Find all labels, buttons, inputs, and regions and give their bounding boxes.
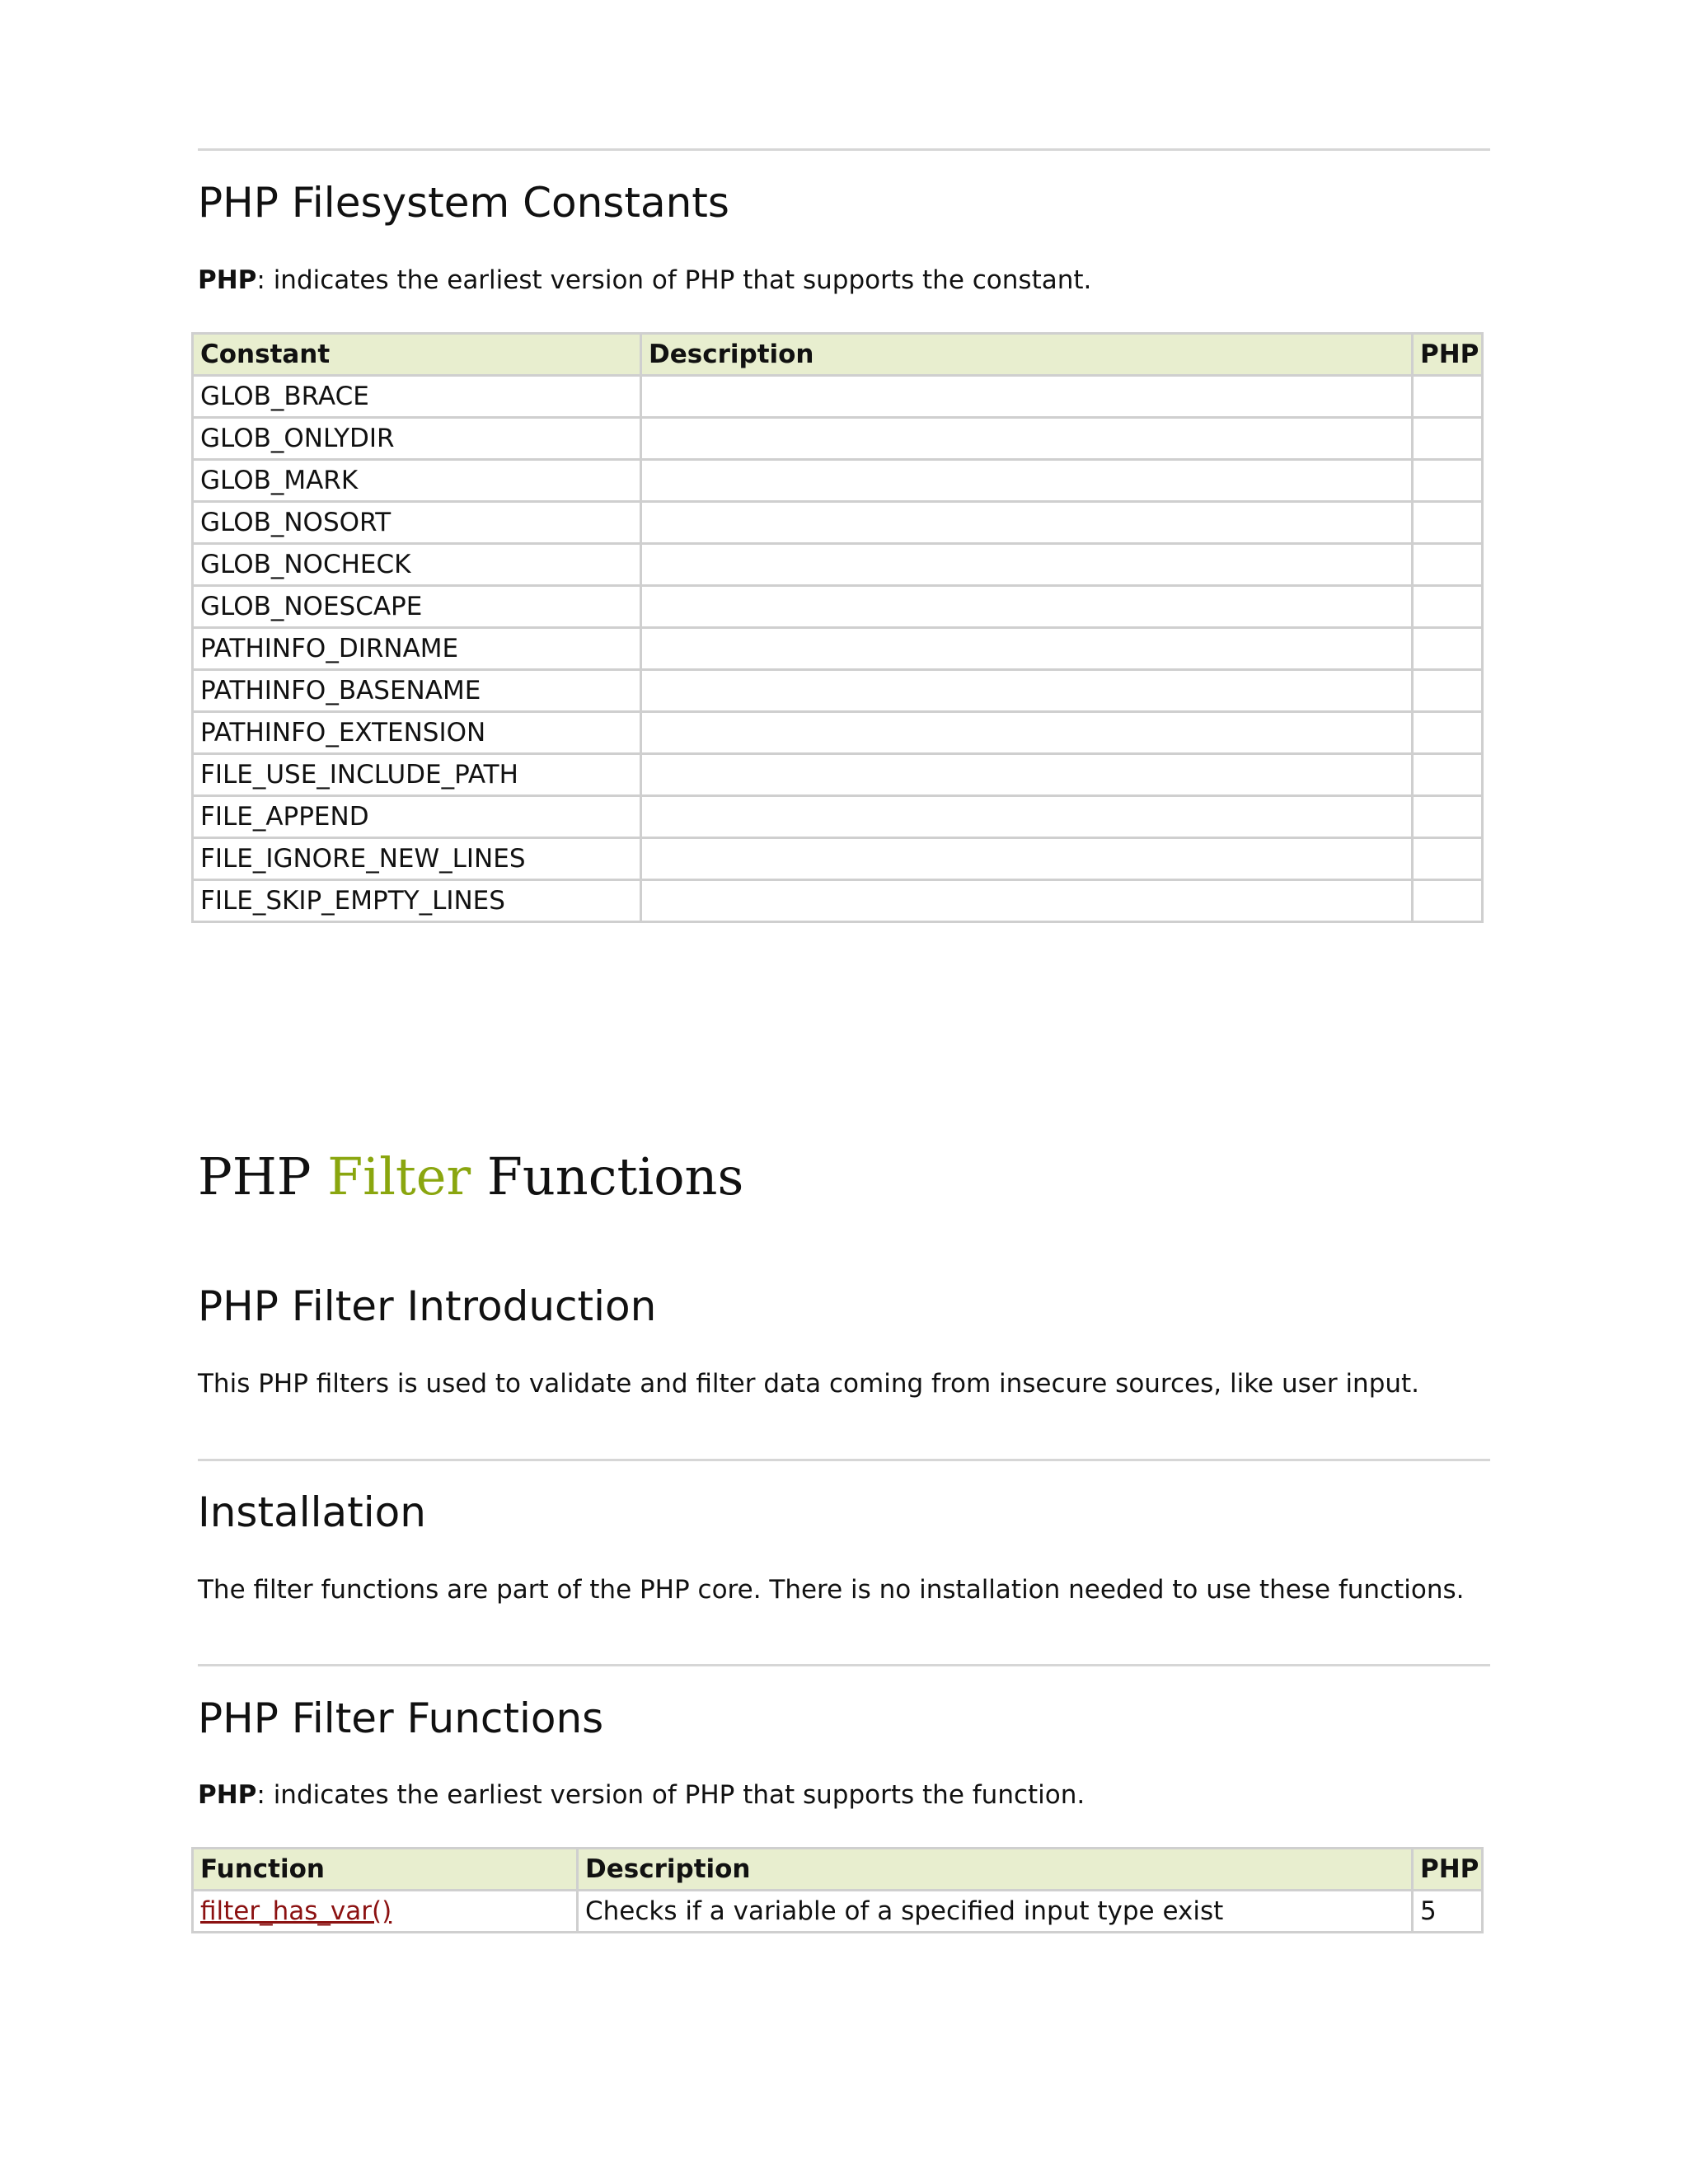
php-bold-label: PHP: [198, 1780, 257, 1810]
description-cell: [641, 712, 1413, 754]
php-bold-label: PHP: [198, 265, 257, 295]
filter-functions-version-note: [198, 1779, 1085, 1811]
filter-functions-table: [191, 1847, 1484, 1933]
constant-cell: FILE_IGNORE_NEW_LINES: [193, 838, 641, 880]
constant-cell: GLOB_ONLYDIR: [193, 418, 641, 460]
description-cell: [641, 586, 1413, 628]
table-row: [193, 670, 1483, 712]
constant-cell: GLOB_MARK: [193, 460, 641, 502]
constant-cell: FILE_SKIP_EMPTY_LINES: [193, 880, 641, 922]
php-version-cell: [1413, 502, 1483, 544]
table-row: [193, 712, 1483, 754]
constant-cell: PATHINFO_DIRNAME: [193, 628, 641, 670]
table-row: [193, 754, 1483, 796]
column-header-description: Description: [641, 334, 1413, 376]
table-row: [193, 460, 1483, 502]
table-row: [193, 796, 1483, 838]
table-row: [193, 628, 1483, 670]
column-header-description: Description: [578, 1849, 1413, 1891]
php-version-cell: [1413, 544, 1483, 586]
table-header-row: [193, 334, 1483, 376]
php-version-cell: [1413, 376, 1483, 418]
filesystem-constants-table: [191, 332, 1484, 923]
chapter-title-part1: PHP: [198, 1146, 328, 1207]
chapter-title-accent: Filter: [327, 1146, 471, 1207]
filter-has-var-link[interactable]: filter_has_var(): [200, 1896, 392, 1926]
constant-cell: GLOB_NOCHECK: [193, 544, 641, 586]
php-version-cell: [1413, 628, 1483, 670]
chapter-title: [198, 1146, 743, 1208]
php-version-cell: [1413, 712, 1483, 754]
table-row: [193, 376, 1483, 418]
table-row: [193, 1891, 1483, 1933]
php-version-cell: [1413, 754, 1483, 796]
table-row: [193, 502, 1483, 544]
filter-introduction-heading: PHP Filter Introduction: [198, 1282, 657, 1330]
filesystem-constants-heading: PHP Filesystem Constants: [198, 179, 729, 227]
description-cell: [641, 460, 1413, 502]
constant-cell: PATHINFO_EXTENSION: [193, 712, 641, 754]
top-divider: [198, 148, 1490, 151]
filter-functions-heading: PHP Filter Functions: [198, 1694, 604, 1742]
table-row: [193, 586, 1483, 628]
table-row: [193, 880, 1483, 922]
function-cell: [193, 1891, 578, 1933]
description-cell: [641, 796, 1413, 838]
php-version-cell: [1413, 460, 1483, 502]
description-cell: [641, 838, 1413, 880]
installation-heading: Installation: [198, 1488, 426, 1536]
table-row: [193, 838, 1483, 880]
note-text: : indicates the earliest version of PHP that supports the function.: [256, 1780, 1085, 1810]
column-header-constant: Constant: [193, 334, 641, 376]
description-cell: [641, 670, 1413, 712]
section-divider: [198, 1664, 1490, 1666]
constant-cell: FILE_APPEND: [193, 796, 641, 838]
php-version-cell: [1413, 670, 1483, 712]
table-row: [193, 418, 1483, 460]
filter-introduction-text: This PHP filters is used to validate and filter data coming from insecure sources, like user input.: [198, 1369, 1420, 1399]
constant-cell: PATHINFO_BASENAME: [193, 670, 641, 712]
php-version-cell: [1413, 838, 1483, 880]
description-cell: [641, 754, 1413, 796]
php-version-cell: [1413, 796, 1483, 838]
description-cell: [641, 880, 1413, 922]
php-version-cell: [1413, 418, 1483, 460]
table-row: [193, 544, 1483, 586]
column-header-function: Function: [193, 1849, 578, 1891]
description-cell: [641, 502, 1413, 544]
note-text: : indicates the earliest version of PHP that supports the constant.: [256, 265, 1092, 295]
filesystem-version-note: [198, 264, 1091, 297]
description-cell: [641, 376, 1413, 418]
chapter-title-part2: Functions: [471, 1146, 744, 1207]
column-header-php: PHP: [1413, 334, 1483, 376]
description-cell: [641, 418, 1413, 460]
column-header-php: PHP: [1413, 1849, 1483, 1891]
description-cell: [641, 544, 1413, 586]
php-version-cell: 5: [1413, 1891, 1483, 1933]
constant-cell: GLOB_NOESCAPE: [193, 586, 641, 628]
table-header-row: [193, 1849, 1483, 1891]
installation-text: The filter functions are part of the PHP core. There is no installation needed to use these functions.: [198, 1575, 1465, 1605]
constant-cell: GLOB_BRACE: [193, 376, 641, 418]
section-divider: [198, 1459, 1490, 1461]
php-version-cell: [1413, 880, 1483, 922]
php-version-cell: [1413, 586, 1483, 628]
constant-cell: FILE_USE_INCLUDE_PATH: [193, 754, 641, 796]
description-cell: Checks if a variable of a specified input type exist: [578, 1891, 1413, 1933]
constant-cell: GLOB_NOSORT: [193, 502, 641, 544]
description-cell: [641, 628, 1413, 670]
